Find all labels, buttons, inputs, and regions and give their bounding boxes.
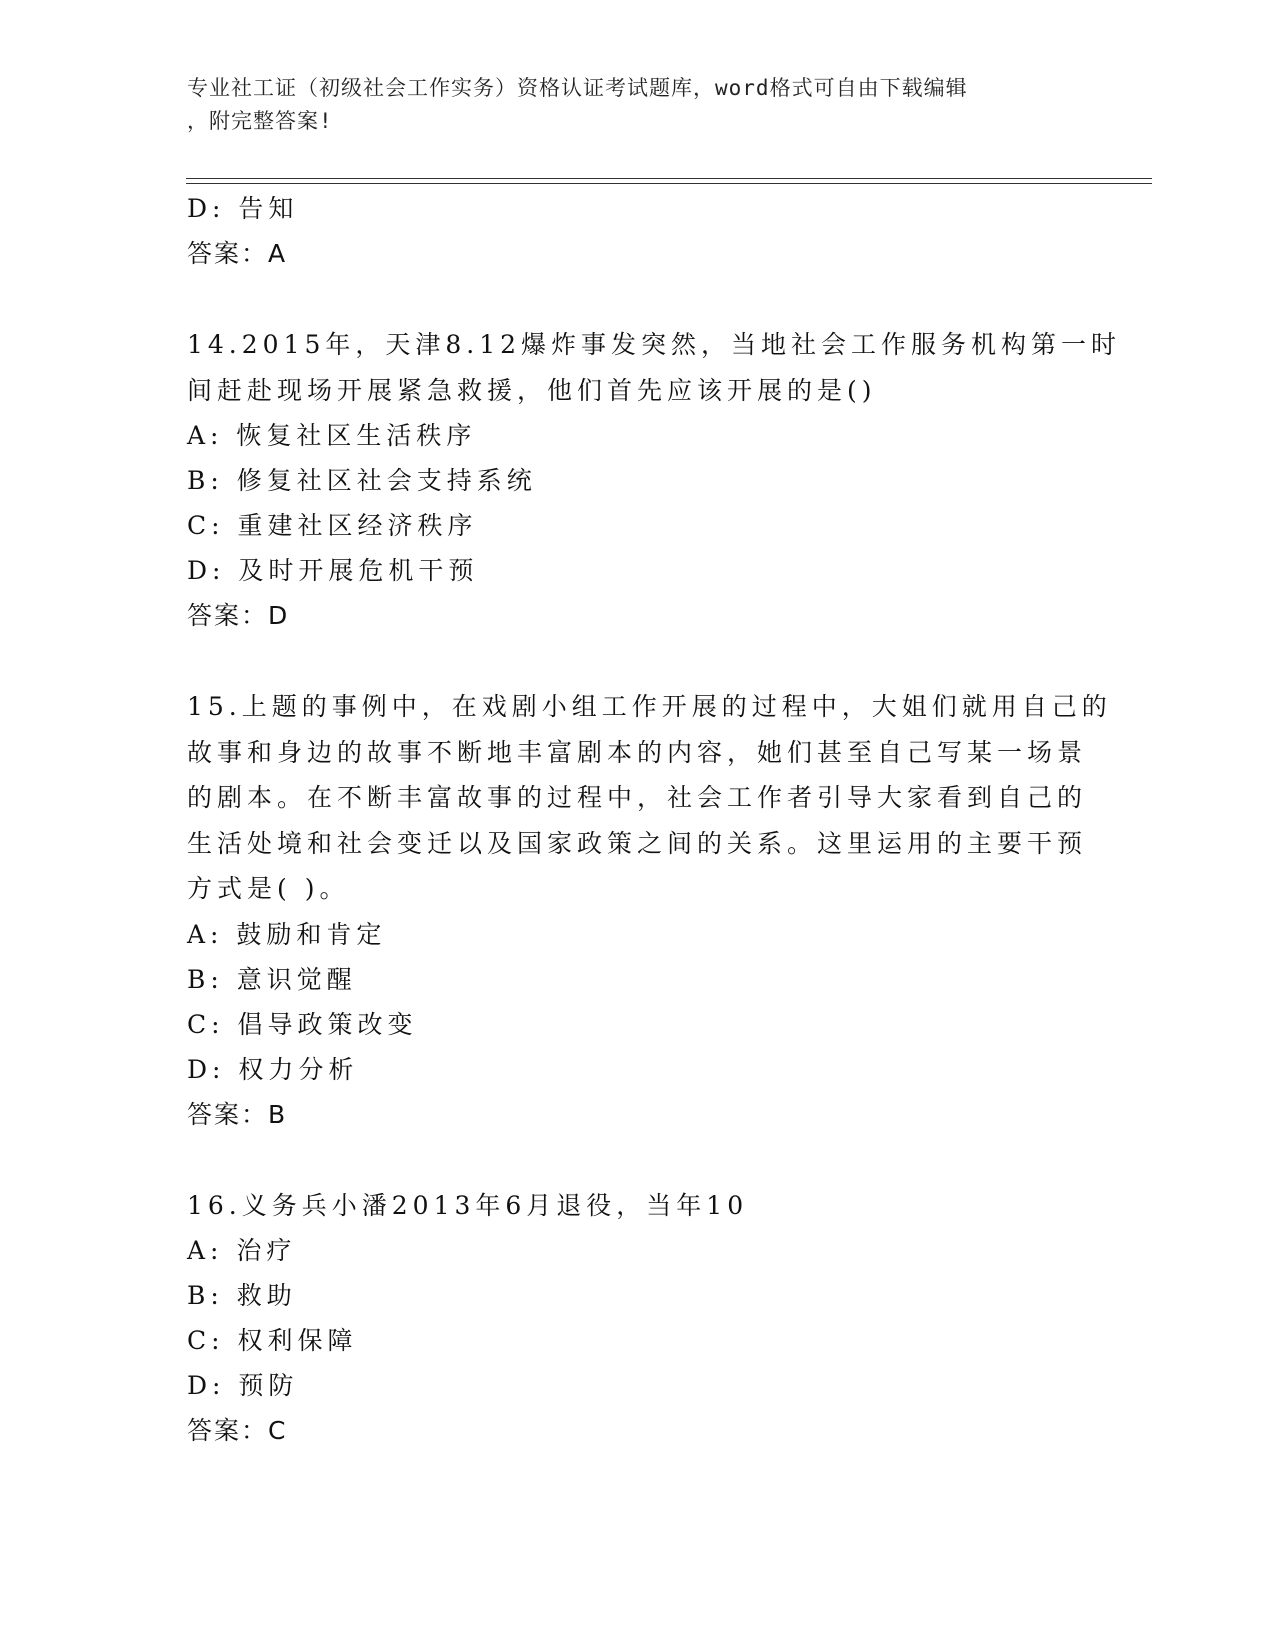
option-d: D: 权力分析: [187, 1054, 359, 1084]
option-b: B: 修复社区社会支持系统: [187, 466, 537, 495]
question-stem-line: 14.2015年，天津8.12爆炸事发突然，当地社会工作服务机构第一时: [187, 330, 1122, 359]
spacer: [187, 1137, 1087, 1183]
option-a: A: 鼓励和肯定: [187, 919, 387, 949]
prev-answer: 答案：A: [187, 239, 288, 268]
header-title-line-2: ，附完整答案!: [187, 109, 333, 133]
option-a: A: 恢复社区生活秩序: [187, 421, 477, 450]
question-content: [187, 186, 1122, 1453]
question-15: [187, 684, 1112, 1137]
answer: 答案：D: [187, 601, 290, 630]
answer: 答案：B: [187, 1099, 288, 1129]
answer: 答案：C: [187, 1416, 288, 1445]
option-b: B: 救助: [187, 1281, 297, 1310]
option-a: A: 治疗: [187, 1236, 297, 1265]
page-header: [187, 72, 1067, 138]
option-d: D: 及时开展危机干预: [187, 556, 479, 585]
question-stem-line: 16.义务兵小潘2013年6月退役，当年10: [187, 1190, 749, 1220]
option-c: C: 倡导政策改变: [187, 1009, 418, 1039]
question-stem-line: 生活处境和社会变迁以及国家政策之间的关系。这里运用的主要干预: [187, 828, 1088, 858]
question-14: [187, 322, 1122, 638]
prev-option-d: D: 告知: [187, 194, 299, 223]
spacer: [187, 638, 1087, 684]
question-stem-line: 故事和身边的故事不断地丰富剧本的内容，她们甚至自己写某一场景: [187, 737, 1088, 767]
option-b: B: 意识觉醒: [187, 964, 357, 994]
header-divider: [186, 178, 1152, 184]
spacer: [187, 276, 1087, 322]
question-stem-line: 的剧本。在不断丰富故事的过程中，社会工作者引导大家看到自己的: [187, 783, 1088, 812]
question-stem-line: 15.上题的事例中，在戏剧小组工作开展的过程中，大姐们就用自己的: [187, 692, 1112, 721]
option-c: C: 权利保障: [187, 1326, 358, 1355]
option-c: C: 重建社区经济秩序: [187, 511, 478, 540]
header-title-line-1: 专业社工证（初级社会工作实务）资格认证考试题库，word格式可自由下载编辑: [187, 76, 968, 100]
question-stem-line: 间赶赴现场开展紧急救援，他们首先应该开展的是(): [187, 375, 877, 405]
option-d: D: 预防: [187, 1371, 299, 1400]
question-stem-line: 方式是( )。: [187, 874, 350, 903]
question-16: [187, 1183, 1087, 1454]
